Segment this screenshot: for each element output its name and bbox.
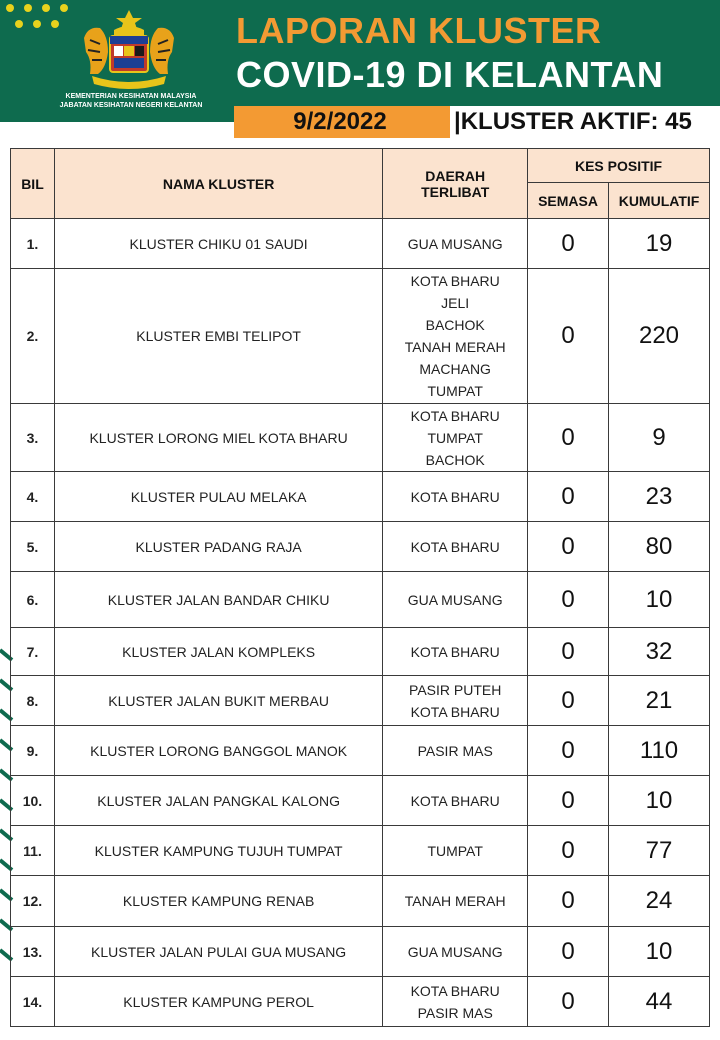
col-nama-header: NAMA KLUSTER (54, 149, 382, 219)
cluster-table-body (11, 219, 710, 1027)
cluster-name: KLUSTER KAMPUNG TUJUH TUMPAT (54, 826, 382, 876)
semasa-count: 0 (528, 977, 609, 1027)
kumulatif-count: 44 (609, 977, 710, 1027)
semasa-count: 0 (528, 776, 609, 826)
row-number: 5. (11, 522, 55, 572)
row-number: 14. (11, 977, 55, 1027)
district-name: KOTA BHARU (410, 273, 500, 289)
date-band (234, 106, 720, 138)
district-name: PASIR MAS (417, 1004, 493, 1021)
row-number: 10. (11, 776, 55, 826)
report-title-line-2: COVID-19 DI KELANTAN (236, 54, 664, 95)
table-row (11, 776, 710, 826)
table-row (11, 628, 710, 676)
kumulatif-count: 10 (609, 776, 710, 826)
district-name: KOTA BHARU (410, 538, 500, 555)
daerah-header-line-2: TERLIBAT (421, 183, 490, 200)
table-row (11, 927, 710, 977)
district-name: KOTA BHARU (410, 982, 500, 999)
report-date: 9/2/2022 (234, 106, 446, 138)
district-list (383, 927, 528, 977)
col-bil-header: BIL (11, 149, 55, 219)
district-name: KOTA BHARU (410, 407, 500, 424)
row-number: 12. (11, 876, 55, 927)
semasa-count: 0 (528, 404, 609, 472)
kumulatif-count: 24 (609, 876, 710, 927)
semasa-count: 0 (528, 726, 609, 776)
cluster-name: KLUSTER PULAU MELAKA (54, 472, 382, 522)
cluster-name: KLUSTER CHIKU 01 SAUDI (54, 219, 382, 269)
semasa-count: 0 (528, 522, 609, 572)
table-row (11, 676, 710, 726)
cluster-name: KLUSTER KAMPUNG RENAB (54, 876, 382, 927)
semasa-count: 0 (528, 676, 609, 726)
col-semasa-header: SEMASA (528, 183, 609, 219)
report-header (0, 0, 720, 122)
semasa-count: 0 (528, 572, 609, 628)
cluster-table (10, 148, 710, 1027)
table-row (11, 269, 710, 404)
semasa-count: 0 (528, 876, 609, 927)
col-daerah-header (383, 149, 528, 219)
district-name: TUMPAT (427, 842, 483, 859)
kumulatif-count: 10 (609, 572, 710, 628)
district-name: GUA MUSANG (407, 591, 503, 608)
row-number: 6. (11, 572, 55, 628)
district-name: TANAH MERAH (404, 893, 506, 909)
table-row (11, 977, 710, 1027)
table-row (11, 522, 710, 572)
table-row (11, 826, 710, 876)
cluster-name: KLUSTER JALAN PANGKAL KALONG (54, 776, 382, 826)
district-name: KOTA BHARU (410, 792, 500, 809)
district-name: KOTA BHARU (410, 643, 500, 660)
kumulatif-count: 220 (609, 269, 710, 404)
district-name: BACHOK (425, 317, 485, 333)
semasa-count: 0 (528, 826, 609, 876)
row-number: 2. (11, 269, 55, 404)
table-row (11, 726, 710, 776)
district-list (383, 472, 528, 522)
cluster-name: KLUSTER JALAN BUKIT MERBAU (54, 676, 382, 726)
daerah-header-line-1: DAERAH (425, 167, 486, 184)
kumulatif-count: 9 (609, 404, 710, 472)
col-kes-positif-header: KES POSITIF (528, 149, 710, 183)
kumulatif-count: 110 (609, 726, 710, 776)
jata-negara-crest-icon (70, 8, 188, 92)
district-name: TUMPAT (427, 383, 483, 399)
col-kumulatif-header: KUMULATIF (609, 183, 710, 219)
semasa-count: 0 (528, 472, 609, 522)
row-number: 7. (11, 628, 55, 676)
district-list (383, 676, 528, 726)
table-row (11, 472, 710, 522)
cluster-name: KLUSTER JALAN PULAI GUA MUSANG (54, 927, 382, 977)
district-name: TUMPAT (427, 429, 483, 446)
district-name: JELI (441, 295, 470, 311)
kumulatif-count: 10 (609, 927, 710, 977)
semasa-count: 0 (528, 628, 609, 676)
table-row (11, 219, 710, 269)
district-list (383, 522, 528, 572)
row-number: 11. (11, 826, 55, 876)
table-row (11, 572, 710, 628)
row-number: 4. (11, 472, 55, 522)
semasa-count: 0 (528, 269, 609, 404)
kumulatif-count: 21 (609, 676, 710, 726)
district-name: GUA MUSANG (407, 235, 503, 252)
table-row (11, 876, 710, 927)
cluster-name: KLUSTER JALAN KOMPLEKS (54, 628, 382, 676)
kumulatif-count: 32 (609, 628, 710, 676)
cluster-name: KLUSTER LORONG BANGGOL MANOK (54, 726, 382, 776)
active-cluster-count: |KLUSTER AKTIF: 45 (450, 106, 720, 138)
district-list (383, 628, 528, 676)
row-number: 13. (11, 927, 55, 977)
district-name: TANAH MERAH (404, 339, 506, 355)
district-list (383, 876, 528, 927)
row-number: 8. (11, 676, 55, 726)
kumulatif-count: 77 (609, 826, 710, 876)
district-list (383, 219, 528, 269)
kumulatif-count: 19 (609, 219, 710, 269)
district-list (383, 776, 528, 826)
table-row (11, 404, 710, 472)
cluster-name: KLUSTER LORONG MIEL KOTA BHARU (54, 404, 382, 472)
district-list (383, 269, 528, 404)
district-name: MACHANG (419, 361, 491, 377)
district-name: BACHOK (425, 451, 485, 468)
semasa-count: 0 (528, 927, 609, 977)
district-list (383, 977, 528, 1027)
cluster-name: KLUSTER PADANG RAJA (54, 522, 382, 572)
district-name: KOTA BHARU (410, 703, 500, 720)
report-title-line-1: LAPORAN KLUSTER (236, 10, 602, 51)
district-list (383, 726, 528, 776)
agency-name (36, 92, 226, 110)
cluster-name: KLUSTER JALAN BANDAR CHIKU (54, 572, 382, 628)
district-list (383, 404, 528, 472)
row-number: 9. (11, 726, 55, 776)
district-name: KOTA BHARU (410, 488, 500, 505)
district-list (383, 826, 528, 876)
district-name: GUA MUSANG (407, 943, 503, 960)
cluster-name: KLUSTER EMBI TELIPOT (54, 269, 382, 404)
kumulatif-count: 80 (609, 522, 710, 572)
row-number: 1. (11, 219, 55, 269)
district-list (383, 572, 528, 628)
cluster-name: KLUSTER KAMPUNG PEROL (54, 977, 382, 1027)
semasa-count: 0 (528, 219, 609, 269)
agency-line-1: KEMENTERIAN KESIHATAN MALAYSIA (65, 93, 197, 100)
agency-line-2: JABATAN KESIHATAN NEGERI KELANTAN (59, 102, 203, 109)
district-name: PASIR PUTEH (409, 681, 502, 698)
district-name: PASIR MAS (417, 742, 493, 759)
kumulatif-count: 23 (609, 472, 710, 522)
row-number: 3. (11, 404, 55, 472)
